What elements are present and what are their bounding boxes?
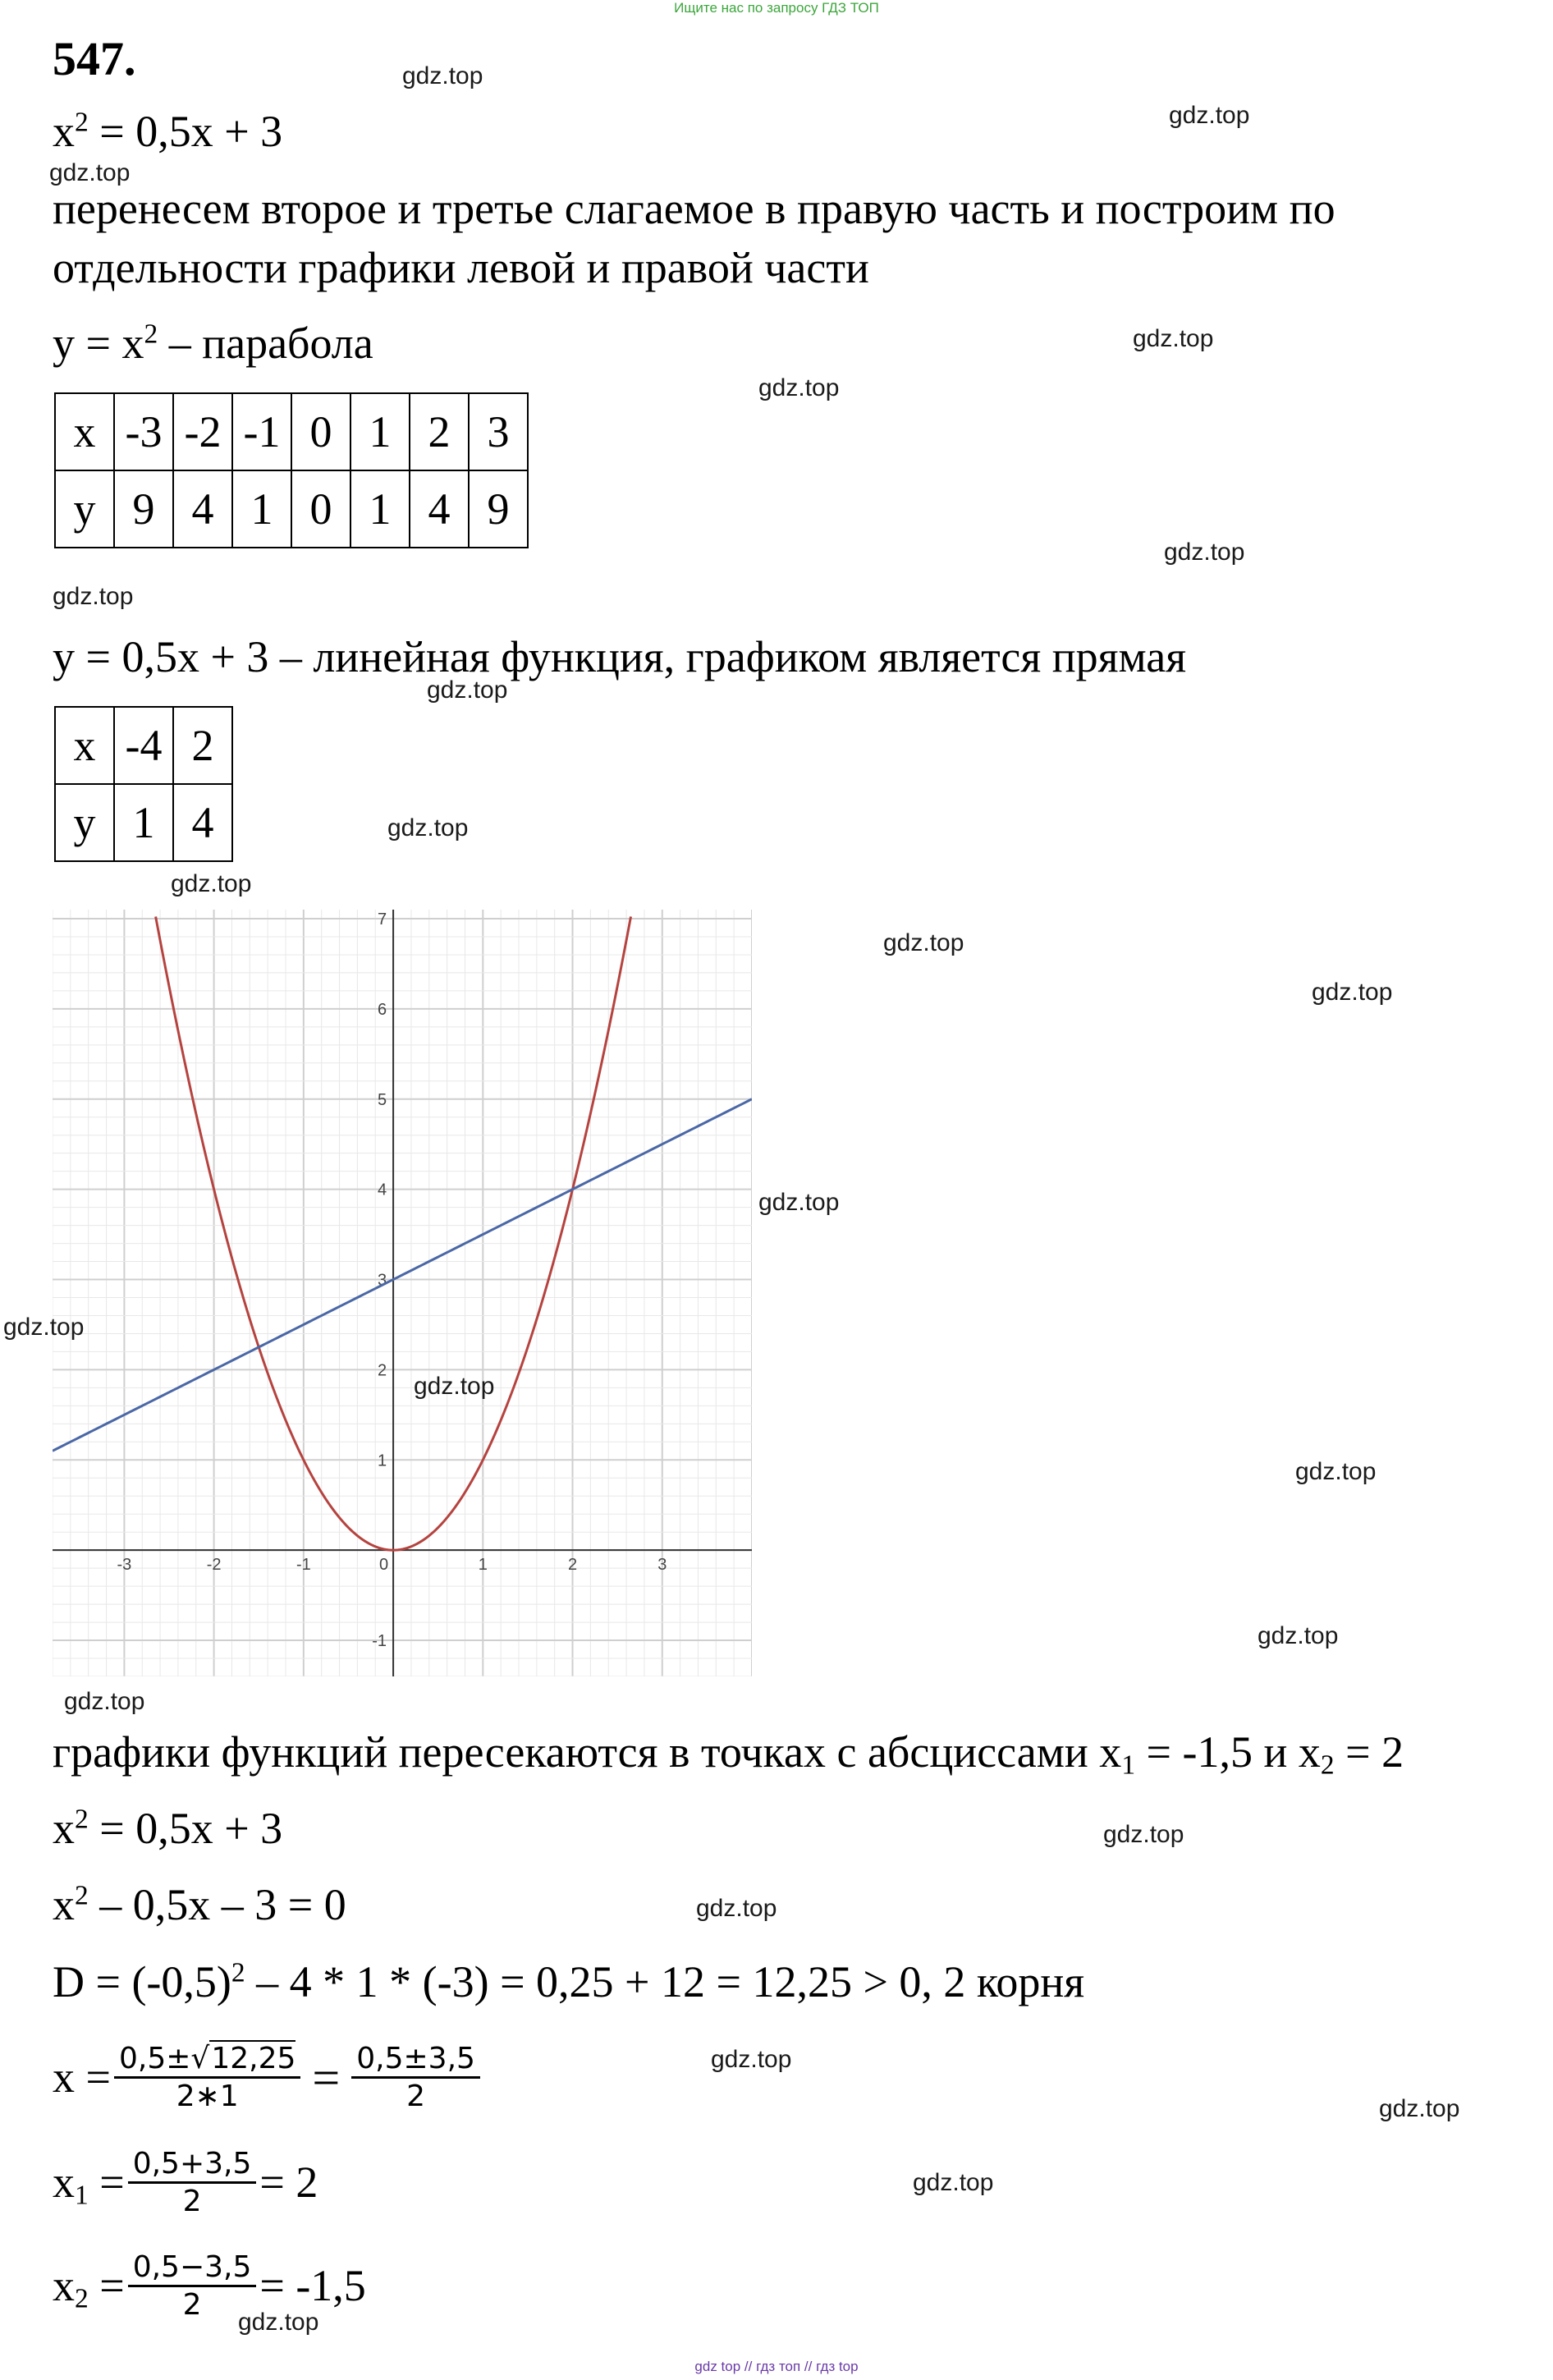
y-tick-label: 7 bbox=[377, 910, 387, 929]
y-tick-label: -1 bbox=[372, 1632, 387, 1651]
watermark: gdz.top bbox=[1312, 979, 1393, 1006]
watermark: gdz.top bbox=[171, 870, 252, 897]
table-cell: -1 bbox=[232, 393, 291, 470]
watermark: gdz.top bbox=[238, 2309, 319, 2336]
function-graph bbox=[53, 910, 752, 1676]
table-cell: 4 bbox=[173, 470, 232, 548]
x-tick-label: -3 bbox=[117, 1556, 132, 1575]
table-cell: 2 bbox=[173, 707, 232, 784]
watermark: gdz.top bbox=[1379, 2095, 1460, 2122]
table-cell: 1 bbox=[350, 470, 410, 548]
table-header-cell: x bbox=[55, 393, 114, 470]
table-cell: -2 bbox=[173, 393, 232, 470]
parabola-heading: $y = x^2$ – парабола bbox=[53, 319, 373, 368]
roots-formula: x = $\frac{0,5\pm√12,25}{2∗1}$ = $\frac{0,5\pm 3,5}{2}$ bbox=[53, 2041, 483, 2114]
watermark: gdz.top bbox=[387, 814, 469, 841]
line-heading: y = 0,5x + 3 – линейная функция, графиком является прямая bbox=[53, 632, 1187, 681]
roots-fraction-1: $\frac{0,5\pm√12,25}{2∗1}$ bbox=[114, 2041, 300, 2114]
discriminant-line: $D = (-0,5)^2 - 4 * 1 * (-3) = 0,25 + 12 = 12,25 > 0$, 2 корня bbox=[53, 1957, 1085, 2006]
table-cell: 1 bbox=[232, 470, 291, 548]
line-value-table bbox=[54, 706, 233, 862]
watermark: gdz.top bbox=[1103, 1821, 1184, 1848]
root-x1: $x_1$ = $\frac{0,5+3,5}{2}$ = 2 bbox=[53, 2147, 318, 2219]
table-cell: 0 bbox=[291, 393, 350, 470]
table-cell: 3 bbox=[469, 393, 528, 470]
table-cell: 9 bbox=[469, 470, 528, 548]
table-cell: -3 bbox=[114, 393, 173, 470]
x-tick-label: -1 bbox=[295, 1556, 311, 1575]
table-cell: 2 bbox=[410, 393, 469, 470]
watermark: gdz.top bbox=[758, 1189, 840, 1216]
watermark: gdz.top bbox=[1258, 1622, 1339, 1649]
watermark: gdz.top bbox=[1169, 102, 1250, 129]
table-cell: 4 bbox=[173, 784, 232, 861]
x-tick-label: 2 bbox=[567, 1556, 578, 1575]
problem-number: 547. bbox=[53, 32, 136, 85]
roots-fraction-2: $\frac{0,5\pm 3,5}{2}$ bbox=[351, 2041, 480, 2114]
y-tick-label: 3 bbox=[377, 1271, 387, 1290]
watermark: gdz.top bbox=[49, 159, 131, 186]
top-banner[interactable]: Ищите нас по запросу ГДЗ ТОП bbox=[674, 0, 879, 16]
watermark: gdz.top bbox=[711, 2046, 792, 2073]
intro-text-line-2: отдельности графики левой и правой части bbox=[53, 243, 869, 292]
table-cell: 4 bbox=[410, 470, 469, 548]
root-x2: $x_2$ = $\frac{0,5-3,5}{2}$ = -1,5 bbox=[53, 2250, 366, 2323]
parabola-value-table bbox=[54, 392, 529, 548]
table-cell: -4 bbox=[114, 707, 173, 784]
table-header-cell: y bbox=[55, 470, 114, 548]
y-tick-label: 4 bbox=[377, 1181, 387, 1199]
table-cell: 1 bbox=[114, 784, 173, 861]
watermark: gdz.top bbox=[64, 1688, 145, 1715]
watermark: gdz.top bbox=[1295, 1458, 1377, 1485]
x-tick-label: 3 bbox=[657, 1556, 667, 1575]
watermark: gdz.top bbox=[758, 374, 840, 401]
table-row bbox=[55, 470, 528, 548]
x-tick-label: 1 bbox=[478, 1556, 488, 1575]
watermark: gdz.top bbox=[427, 676, 508, 704]
watermark: gdz.top bbox=[1164, 539, 1245, 566]
watermark: gdz.top bbox=[883, 929, 964, 956]
watermark: gdz.top bbox=[3, 1314, 85, 1341]
intro-text-line-1: перенесем второе и третье слагаемое в правую часть и построим по bbox=[53, 184, 1335, 233]
table-row bbox=[55, 784, 232, 861]
table-header-cell: y bbox=[55, 784, 114, 861]
table-row bbox=[55, 707, 232, 784]
x-tick-label: 0 bbox=[378, 1556, 389, 1575]
table-cell: 0 bbox=[291, 470, 350, 548]
conclusion-text: графики функций пересекаются в точках с абсциссами $x_1 = -1,5$ и $x_2 = 2$ bbox=[53, 1727, 1404, 1781]
watermark: gdz.top bbox=[913, 2169, 994, 2196]
equation-start: $x^2 = 0,5x + 3$ bbox=[53, 107, 283, 156]
watermark: gdz.top bbox=[53, 583, 134, 610]
x-tick-label: -2 bbox=[206, 1556, 222, 1575]
equation-line-2: $x^2 - 0,5x - 3 = 0$ bbox=[53, 1880, 346, 1929]
table-cell: 9 bbox=[114, 470, 173, 548]
table-cell: 1 bbox=[350, 393, 410, 470]
watermark: gdz.top bbox=[696, 1895, 777, 1922]
watermark: gdz.top bbox=[414, 1373, 495, 1400]
y-tick-label: 5 bbox=[377, 1090, 387, 1109]
footer-links[interactable]: gdz top // гдз топ // гдз top bbox=[694, 2359, 859, 2374]
watermark: gdz.top bbox=[1133, 325, 1214, 352]
equation-line-1: $x^2 = 0,5x + 3$ bbox=[53, 1804, 283, 1853]
y-tick-label: 6 bbox=[377, 1000, 387, 1019]
y-tick-label: 1 bbox=[377, 1451, 387, 1470]
linear-function-line bbox=[53, 1099, 752, 1451]
table-row bbox=[55, 393, 528, 470]
watermark: gdz.top bbox=[402, 62, 483, 89]
y-tick-label: 2 bbox=[377, 1361, 387, 1380]
table-header-cell: x bbox=[55, 707, 114, 784]
